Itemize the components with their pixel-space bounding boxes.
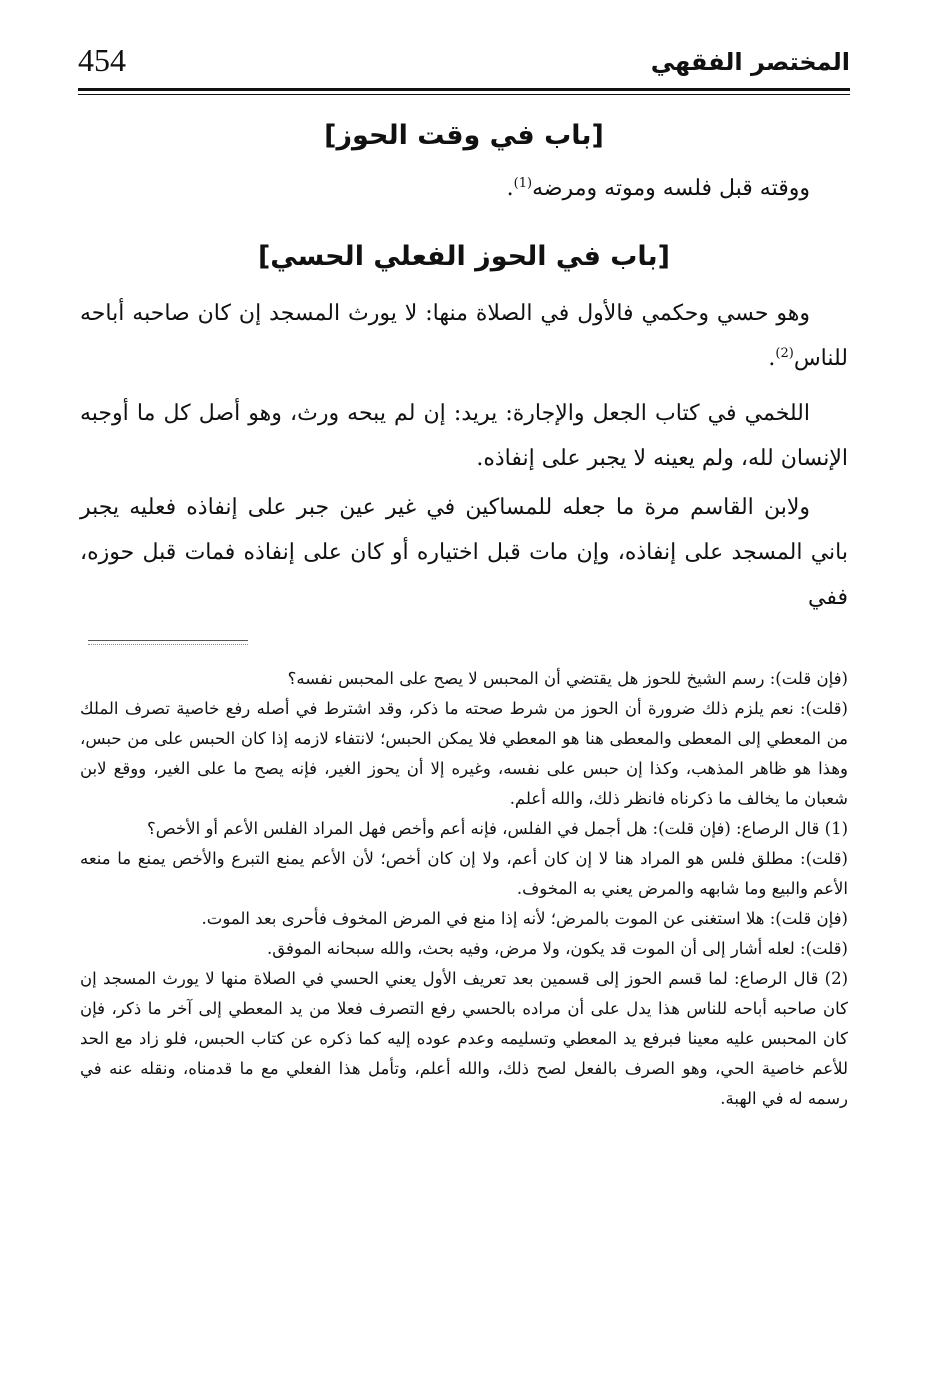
- section-heading-time-of-possession: [باب في وقت الحوز]: [324, 120, 604, 151]
- footnote-separator: [88, 640, 248, 641]
- footnote-1-text: قال الرصاع: (فإن قلت): هل أجمل في الفلس، فإنه أعم وأخص فهل المراد الفلس الأعم أو الأخص؟: [147, 819, 820, 838]
- paragraph-2-text: وهو حسي وحكمي فالأول في الصلاة منها: لا يورث المسجد إن كان صاحبه أباحه للناس: [80, 301, 848, 371]
- paragraph-4: ولابن القاسم مرة ما جعله للمساكين في غير عين جبر على إنفاذه فعليه يجبر باني المسجد على إنفاذه، وإن مات قبل اختياره أو كان على إنفاذه فمات قبل حوزه، ففي: [80, 495, 848, 610]
- footnote-2: [80, 964, 848, 1114]
- footnote-1-answer-2: (قلت): لعله أشار إلى أن الموت قد يكون، ولا مرض، وفيه بحث، والله سبحانه الموفق.: [266, 939, 848, 958]
- running-title: المختصر الفقهي: [650, 48, 850, 76]
- header-rule-thick: [78, 88, 850, 91]
- footnote-question-1: (فإن قلت): رسم الشيخ للحوز هل يقتضي أن المحبس لا يصح على المحبس نفسه؟: [287, 669, 848, 688]
- footnote-2-text: قال الرصاع: لما قسم الحوز إلى قسمين بعد تعريف الأول يعني الحسي في الصلاة منها لا يورث المسجد إن كان صاحبه أباحه للناس هذا يدل على أن مراده بالحسي رفع التصرف فعلا من يد المعطي إلى آخر ما ذكر، فإن كان المحبس عليه معينا فبرفع يد المعطي وتسليمه وعدم عوده إليه كما ذكره عن كتاب الحبس، فلو زاد مع الحد للأعم خاصية الحي، وهو الصرف بالفعل لصح ذلك، والله أعلم، وتأمل هذا الفعلي مع ما قدمناه، ونقله عنه في رسمه له في الهبة.: [80, 969, 848, 1108]
- footnote-2-label: (2): [824, 969, 848, 988]
- paragraph-3: اللخمي في كتاب الجعل والإجارة: يريد: إن لم يبحه ورث، وهو أصل كل ما أوجبه الإنسان لله، ولم يعينه لا يجبر على إنفاذه.: [80, 401, 848, 471]
- page-number: 454: [78, 42, 126, 78]
- paragraph-1: [80, 166, 848, 211]
- footnote-answer-1: (قلت): نعم يلزم ذلك ضرورة أن الحوز من شرط صحته ما ذكر، وقد اشترط في أصله رفع خاصية تصرف الملك من المعطي إلى المعطى والمعطى هنا هو المعطي فلا يمكن الحبس؛ لانتفاء لازمه إذا كان الحبس على من حبس، وهذا هو ظاهر المذهب، وكذا إن حبس على نفسه، وغيره إلا أن يحوز الغير، فإنه يصح ما على الغير، ووقع لابن شعبان ما يخالف ما ذكرناه فانظر ذلك، والله أعلم.: [80, 699, 848, 808]
- paragraph-2-end: .: [768, 346, 776, 371]
- footnote-separator-dotted: [88, 644, 248, 645]
- footnote-1: [80, 814, 848, 844]
- main-text: [80, 110, 848, 620]
- footnote-1-question-2: (فإن قلت): هلا استغنى عن الموت بالمرض؛ لأنه إذا منع في المرض المخوف فأحرى بعد الموت.: [201, 909, 848, 928]
- footnote-ref-1[interactable]: (1): [513, 176, 533, 191]
- footnotes: [80, 664, 848, 1114]
- paragraph-1-end: .: [506, 176, 514, 201]
- footnote-ref-2[interactable]: (2): [775, 346, 794, 361]
- paragraph-1-text: ووقته قبل فلسه وموته ومرضه: [532, 176, 810, 201]
- section-heading-physical-possession: [باب في الحوز الفعلي الحسي]: [257, 241, 671, 272]
- header-rule-thin: [78, 94, 850, 95]
- paragraph-2: [80, 291, 848, 381]
- footnote-1-answer: (قلت): مطلق فلس هو المراد هنا لا إن كان أعم، ولا إن كان أخص؛ لأن الأعم يمنع التبرع والأخص يمنع ما منعه الأعم والبيع وما شابهه والمرض يعني به المخوف.: [80, 849, 848, 898]
- footnote-1-label: (1): [824, 819, 848, 838]
- page-header: [78, 40, 850, 88]
